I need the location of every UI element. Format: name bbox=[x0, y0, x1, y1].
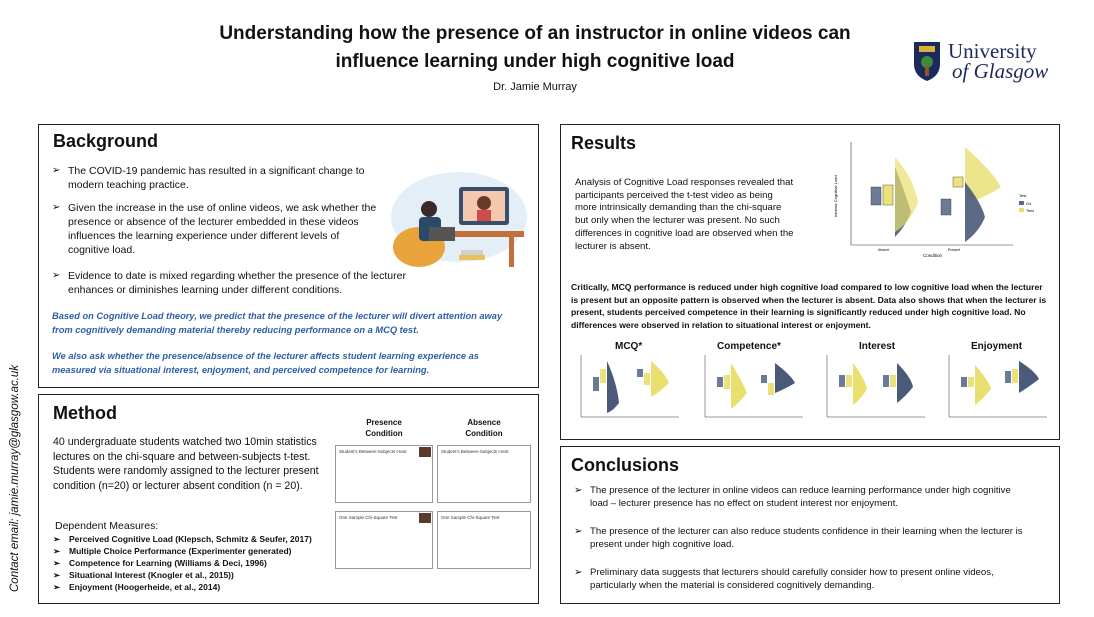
box-present-chi bbox=[941, 199, 951, 215]
measure-item bbox=[53, 569, 353, 581]
measure-item bbox=[53, 545, 353, 557]
small-chart-enjoyment bbox=[935, 339, 1051, 431]
arrow-icon: ➢ bbox=[574, 526, 583, 537]
presence-slide-2 bbox=[335, 511, 433, 569]
absence-slide-1 bbox=[437, 445, 531, 503]
measures-list bbox=[53, 533, 353, 593]
violin-absent-ttest bbox=[895, 157, 918, 232]
legend-chi-swatch bbox=[1019, 201, 1024, 205]
background-section bbox=[38, 124, 539, 388]
bullet-text: The presence of the lecturer can also reduce students confidence in their learning when the lecturer is present under high cognitive load. bbox=[590, 526, 1023, 550]
measure-text: Enjoyment (Hoogerheide, et al., 2014) bbox=[69, 582, 221, 592]
background-bullet-1 bbox=[52, 164, 388, 192]
background-heading: Background bbox=[53, 131, 159, 151]
small-chart-interest bbox=[813, 339, 929, 431]
background-bullet-3 bbox=[52, 269, 413, 297]
legend-chi: Chi bbox=[1026, 202, 1032, 206]
legend-ttest-swatch bbox=[1019, 208, 1024, 212]
conclusion-bullet-2 bbox=[574, 525, 1030, 551]
measure-text: Competence for Learning (Williams & Deci, 1996) bbox=[69, 558, 267, 568]
competence-plot bbox=[691, 353, 807, 429]
slide-title: Student's Between-Subjects t-test bbox=[441, 449, 509, 454]
bullet-text: The COVID-19 pandemic has resulted in a significant change to modern teaching practice. bbox=[68, 165, 365, 191]
arrow-icon: ➢ bbox=[574, 567, 583, 578]
measure-item bbox=[53, 581, 353, 593]
enjoyment-plot bbox=[935, 353, 1051, 429]
small-chart-mcq bbox=[567, 339, 683, 431]
chart-title: MCQ* bbox=[615, 341, 643, 352]
box-absent-chi bbox=[871, 187, 881, 205]
slide-title: One Sample Chi-Square Test bbox=[339, 515, 398, 520]
measure-item bbox=[53, 557, 353, 569]
method-text: 40 undergraduate students watched two 10min statistics lectures on the chi-square and between-subjects t-test. Students were randomly assigned to the lecturer present condition (n=20) or lecturer absent condition (n = 20). bbox=[53, 436, 319, 492]
main-xlabel: Condition bbox=[923, 253, 943, 258]
conclusion-bullet-3 bbox=[574, 566, 1040, 592]
conclusions-heading: Conclusions bbox=[571, 455, 680, 475]
arrow-icon: ➢ bbox=[574, 485, 583, 496]
results-heading: Results bbox=[571, 133, 637, 153]
cognitive-load-chart bbox=[823, 137, 1053, 262]
prediction-text: Based on Cognitive Load theory, we predict that the presence of the lecturer will divert attention away from cognitively demanding material thereby reducing performance on a MCQ test. bbox=[52, 311, 503, 335]
mcq-plot bbox=[567, 353, 683, 429]
arrow-icon: ➢ bbox=[53, 558, 61, 568]
crest-icon bbox=[912, 40, 942, 82]
bullet-text: Given the increase in the use of online videos, we ask whether the presence or absence of the lecturer embedded in these videos influences the learning experience under different levels of cognitive load. bbox=[68, 202, 377, 256]
chart-title: Interest bbox=[859, 341, 896, 352]
xtick-present: Present bbox=[948, 248, 961, 252]
poster-title bbox=[180, 20, 890, 76]
conclusion-bullet-1 bbox=[574, 484, 1030, 510]
conclusions-section bbox=[560, 446, 1060, 604]
absence-slide-2 bbox=[437, 511, 531, 569]
box-present-ttest bbox=[953, 177, 963, 187]
method-heading: Method bbox=[53, 403, 117, 423]
legend-ttest: Ttest bbox=[1026, 209, 1034, 213]
slide-title: Student's Between-Subjects t-test bbox=[339, 449, 407, 454]
bullet-text: Evidence to date is mixed regarding whether the presence of the lecturer enhances or diminishes learning under different conditions. bbox=[68, 270, 406, 296]
chart-title: Enjoyment bbox=[971, 341, 1023, 352]
measure-text: Perceived Cognitive Load (Klepsch, Schmitz & Seufer, 2017) bbox=[69, 534, 312, 544]
slide-title: One Sample Chi-Square Test bbox=[441, 515, 500, 520]
box-absent-ttest bbox=[883, 185, 893, 205]
measure-item bbox=[53, 533, 353, 545]
main-ylabel: Intrinsic Cognitive Load bbox=[833, 175, 838, 217]
title-line-2: influence learning under high cognitive load bbox=[335, 51, 735, 72]
background-bullet-2 bbox=[52, 201, 378, 257]
question-text: We also ask whether the presence/absence of the lecturer affects student learning experience as measured via situational interest, enjoyment, and perceived competence for learning. bbox=[52, 351, 479, 375]
dependent-measures-label: Dependent Measures: bbox=[55, 520, 159, 532]
author: Dr. Jamie Murray bbox=[493, 81, 577, 93]
measure-text: Situational Interest (Knogler et al., 2015)) bbox=[69, 570, 234, 580]
arrow-icon: ➢ bbox=[53, 570, 61, 580]
arrow-icon: ➢ bbox=[52, 165, 61, 176]
arrow-icon: ➢ bbox=[53, 534, 61, 544]
chart-title: Competence* bbox=[717, 341, 781, 352]
results-section bbox=[560, 124, 1060, 440]
bullet-text: Preliminary data suggests that lecturers should carefully consider how to present online videos, particularly when the material is considered cognitively demanding. bbox=[590, 567, 994, 591]
results-para-2: Critically, MCQ performance is reduced under high cognitive load compared to low cognitive load when the lecturer is present but an opposite pattern is observed when the lecturer is absent. Data also shows that when the lecturer is present, students perceived competence in their learning is significantly reduced under high cognitive load. No differences were observed in relation to situational interest or enjoyment. bbox=[571, 282, 1047, 330]
lecturer-video-icon bbox=[419, 513, 431, 523]
logo-text-2: of Glasgow bbox=[952, 59, 1049, 83]
arrow-icon: ➢ bbox=[52, 270, 61, 281]
presence-slide-1 bbox=[335, 445, 433, 503]
bullet-text: The presence of the lecturer in online videos can reduce learning performance under high cognitive load – lecturer presence has no effect on student interest nor enjoyment. bbox=[590, 485, 1011, 509]
title-line-1: Understanding how the presence of an instructor in online videos can bbox=[219, 23, 851, 44]
method-section bbox=[38, 394, 539, 604]
measure-text: Multiple Choice Performance (Experimenter generated) bbox=[69, 546, 292, 556]
xtick-absent: Absent bbox=[878, 248, 889, 252]
small-chart-competence bbox=[691, 339, 807, 431]
results-para-1: Analysis of Cognitive Load responses revealed that participants perceived the t-test video as being more intrinsically demanding than the chi-square but only when the lecturer was present. No such differences in cognitive load are observed when the lecturer is absent. bbox=[575, 177, 794, 252]
online-learning-illustration bbox=[389, 167, 529, 277]
absence-label: Absence Condition bbox=[465, 418, 503, 438]
arrow-icon: ➢ bbox=[53, 546, 61, 556]
arrow-icon: ➢ bbox=[53, 582, 61, 592]
logo-text-1: University bbox=[948, 39, 1037, 63]
legend-title: Test bbox=[1019, 193, 1027, 198]
university-logo bbox=[912, 40, 1052, 85]
presence-label: Presence Condition bbox=[365, 418, 403, 438]
arrow-icon: ➢ bbox=[52, 202, 61, 213]
lecturer-video-icon bbox=[419, 447, 431, 457]
interest-plot bbox=[813, 353, 929, 429]
contact-email: Contact email: jamie.murray@glasgow.ac.uk bbox=[9, 364, 21, 592]
